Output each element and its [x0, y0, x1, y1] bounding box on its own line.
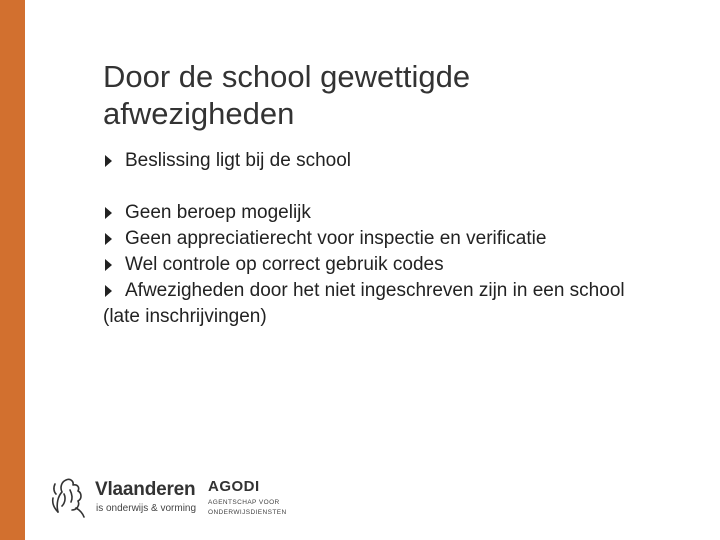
bullet-text: Wel controle op correct gebruik codes — [125, 254, 444, 275]
bullet-item — [103, 252, 663, 278]
flemish-lion-icon — [50, 472, 88, 518]
triangle-right-icon — [105, 259, 112, 271]
vlaanderen-logo — [50, 470, 195, 520]
triangle-right-icon — [105, 285, 112, 297]
bullet-item — [103, 200, 663, 226]
bullet-text: Geen beroep mogelijk — [125, 202, 311, 223]
bullet-item — [103, 226, 663, 252]
bullet-list — [103, 148, 663, 330]
bullet-text: Afwezigheden door het niet ingeschreven zijn in een school (late inschrijvingen) — [103, 280, 625, 327]
bullet-text: Beslissing ligt bij de school — [125, 150, 352, 171]
bullet-item — [103, 278, 663, 330]
agodi-logo — [207, 470, 317, 520]
agodi-subtitle-line: AGENTSCHAP VOOR — [208, 499, 280, 506]
bullet-item — [103, 148, 663, 174]
vlaanderen-tagline: is onderwijs & vorming — [96, 503, 197, 514]
agodi-subtitle-line: ONDERWIJSDIENSTEN — [208, 509, 287, 516]
vlaanderen-name: Vlaanderen — [95, 479, 196, 500]
agodi-subtitle — [208, 498, 287, 518]
triangle-right-icon — [105, 233, 112, 245]
accent-side-band — [0, 0, 25, 540]
agodi-name: AGODI — [208, 478, 260, 495]
triangle-right-icon — [105, 207, 112, 219]
slide-title: Door de school gewettigde afwezigheden — [103, 59, 471, 131]
triangle-right-icon — [105, 155, 112, 167]
bullet-text: Geen appreciatierecht voor inspectie en verificatie — [125, 228, 547, 249]
